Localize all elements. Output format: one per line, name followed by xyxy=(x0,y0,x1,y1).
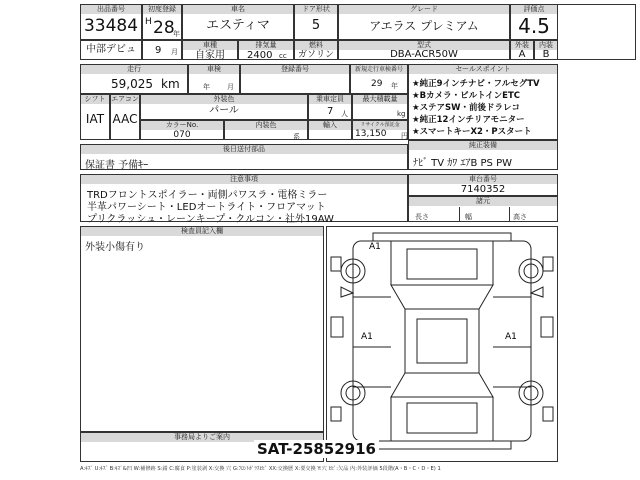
points-label: セールスポイント xyxy=(409,65,557,74)
sat-id: SAT-25852916 xyxy=(254,440,379,458)
grade-cell xyxy=(338,4,510,40)
extra-unit: 系 xyxy=(293,133,300,141)
load-label: 最大積載量 xyxy=(353,95,407,104)
color-cell xyxy=(140,94,308,120)
grade: アエラス プレミアム xyxy=(369,19,479,33)
lot-cell xyxy=(80,4,142,40)
type-label: 車種 xyxy=(183,41,237,50)
load-cell xyxy=(352,94,408,120)
ext-grade: A xyxy=(518,49,526,60)
damage-mark: A1 xyxy=(361,332,373,342)
load-unit: kg xyxy=(397,110,406,118)
name-cell xyxy=(182,4,294,40)
mileage: 59,025 xyxy=(111,77,153,91)
fmt-year: 29 xyxy=(371,79,383,89)
import-label: 輸入 xyxy=(309,121,351,130)
score-cell xyxy=(510,4,558,40)
displacement: 2400 xyxy=(247,50,273,61)
shift-cell xyxy=(80,94,110,140)
int-grade-cell xyxy=(534,40,558,60)
capacity-unit: 人 xyxy=(341,110,348,118)
dims-panel xyxy=(408,196,558,222)
capacity-cell xyxy=(308,94,352,120)
disp-label: 排気量 xyxy=(239,41,293,50)
model-cell xyxy=(338,40,510,60)
legend: A:ｷｽﾞ U:ｷｽﾞ B:ｷｽﾞ&凹 W:補修跡 S:錆 C:腐食 P:塗装剥 X:交換 穴 G:ﾌﾛﾝﾄｶﾞﾗｽﾋﾋﾞ XX:交換歴 X:要交換 Y:穴 ﾋﾋﾞ:欠品 内:外装評価 5段階(A・B・C・D・E) 1 xyxy=(80,466,441,472)
dims-label: 諸元 xyxy=(409,197,557,206)
capacity-label: 乗車定員 xyxy=(309,95,351,104)
shift-label: シフト xyxy=(81,95,109,104)
model-code: DBA-ACR50W xyxy=(390,49,458,60)
color-label: 外装色 xyxy=(141,95,307,104)
era: H xyxy=(145,17,152,27)
lot-number: 33484 xyxy=(83,16,139,36)
parts-label: 後日送付部品 xyxy=(81,145,407,154)
parts-cell xyxy=(80,144,408,170)
note-line: プリクラッシュ・レーンキープ・クルコン・社外19AW xyxy=(87,214,334,225)
model-label: 型式 xyxy=(339,41,509,50)
car-diagram xyxy=(326,226,558,462)
recycle-label: リサイクル預託金 xyxy=(353,121,407,130)
chassis-label: 車台番号 xyxy=(409,175,557,184)
point-item: ★純正9インチナビ・フルセグTV xyxy=(412,79,540,89)
shift: IAT xyxy=(85,112,105,126)
regno-cell xyxy=(240,64,350,94)
damage-mark: A1 xyxy=(369,242,381,252)
note-line: TRDフロントスポイラー・両側パワスラ・電格ミラー xyxy=(87,190,328,201)
name-label: 車名 xyxy=(183,5,293,14)
mileage-cell xyxy=(80,64,188,94)
point-item: ★純正12インチリアモニター xyxy=(412,115,525,125)
damage-mark: A1 xyxy=(505,332,517,342)
type-cell xyxy=(182,40,238,60)
car-type: 自家用 xyxy=(195,50,225,61)
mileage-unit: km xyxy=(161,77,180,91)
grade-label: グレード xyxy=(339,5,509,14)
point-item: ★Bカメラ・ビルトインETC xyxy=(412,91,521,101)
insp-year-unit: 年 xyxy=(203,83,210,91)
point-item: ★スマートキーX2・Pスタート xyxy=(412,127,532,137)
note-line: 半革パワーシート・LEDオートライト・フロアマット xyxy=(87,202,326,213)
month-unit: 月 xyxy=(171,48,178,56)
recycle-cell xyxy=(352,120,408,140)
doors-cell xyxy=(294,4,338,40)
ac-label: エアコン xyxy=(111,95,139,103)
reg-cell xyxy=(142,4,182,40)
reg-label: 初度登録 xyxy=(143,5,181,14)
intcolor-label: 内装色 xyxy=(225,121,307,130)
int-label: 内装 xyxy=(535,41,557,50)
office-label: 事務局よりご案内 xyxy=(81,433,323,442)
notes-panel xyxy=(80,174,408,225)
fmt-unit: 年 xyxy=(391,82,398,90)
score-label: 評価点 xyxy=(511,5,557,14)
color: パール xyxy=(209,105,239,116)
fmt-label: 新規走行車検番号 xyxy=(351,65,407,74)
recycle-unit: 円 xyxy=(401,132,408,140)
score: 4.5 xyxy=(518,14,550,38)
reg-year: 28 xyxy=(153,18,175,38)
year-unit: 年 xyxy=(173,30,180,38)
ext-label: 外装 xyxy=(511,41,533,50)
genuine-value: ﾅﾋﾞ TV ｶﾜ ｴｱB PS PW xyxy=(413,158,512,169)
doors: 5 xyxy=(311,18,321,33)
int-grade: B xyxy=(542,49,550,60)
notes-label: 注意事項 xyxy=(81,175,407,184)
fuel-label: 燃料 xyxy=(295,41,337,50)
dims-length: 長さ xyxy=(415,213,429,221)
fuel-cell xyxy=(294,40,338,60)
insp-month-unit: 月 xyxy=(227,83,234,91)
ext-grade-cell xyxy=(510,40,534,60)
intcolor-cell xyxy=(224,120,308,140)
fuel: ガソリン xyxy=(297,50,334,60)
genuine-panel xyxy=(408,140,558,170)
ac: AAC xyxy=(112,112,138,126)
disp-unit: cc xyxy=(279,52,287,60)
regno-label: 登録番号 xyxy=(241,65,349,74)
car-outline xyxy=(327,227,557,461)
colorno-label: カラーNo. xyxy=(141,121,223,130)
genuine-label: 純正装備 xyxy=(409,141,557,150)
reg-month: 9 xyxy=(155,45,162,56)
inspector-label: 検査員記入欄 xyxy=(81,227,323,236)
colorno: 070 xyxy=(173,130,191,140)
doors-label: ドア形状 xyxy=(295,5,337,14)
fmt-cell xyxy=(350,64,408,94)
recycle: 13,150 xyxy=(355,129,387,139)
dims-width: 幅 xyxy=(465,213,472,221)
mileage-label: 走行 xyxy=(81,65,187,74)
dims-height: 高さ xyxy=(513,213,527,221)
points-panel xyxy=(408,64,558,140)
lot-label: 出品番号 xyxy=(81,5,141,14)
import-cell xyxy=(308,120,352,140)
venue: 中部デビュ xyxy=(80,40,142,60)
reg-month-cell xyxy=(142,40,182,60)
chassis-panel xyxy=(408,174,558,196)
inspection-cell xyxy=(188,64,240,94)
colorno-cell xyxy=(140,120,224,140)
inspector-note: 外装小傷有り xyxy=(85,242,145,253)
capacity: 7 xyxy=(327,106,334,117)
ac-cell xyxy=(110,94,140,140)
inspector-panel xyxy=(80,226,324,432)
chassis-value: 7140352 xyxy=(460,184,506,195)
inspection-label: 車検 xyxy=(189,65,239,74)
point-item: ★ステアSW・前後ドラレコ xyxy=(412,103,520,113)
car-name: エスティマ xyxy=(206,18,270,33)
parts-value: 保証書 予備ｷｰ xyxy=(85,160,149,171)
disp-cell xyxy=(238,40,294,60)
